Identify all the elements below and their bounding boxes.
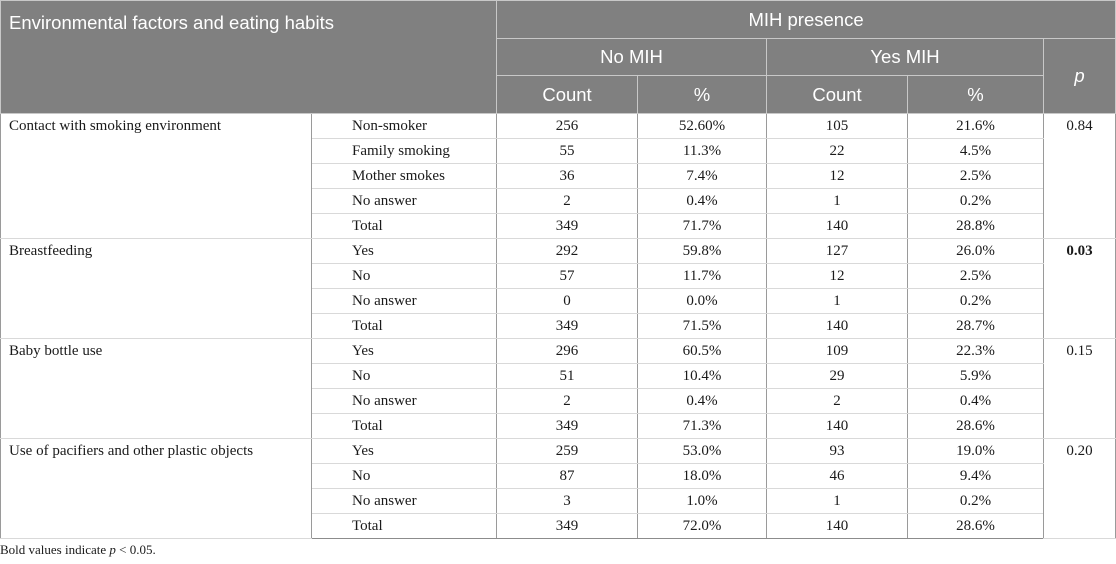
table-row	[1, 339, 1116, 364]
yes-mih-percent-cell: 0.4%	[908, 389, 1044, 414]
yes-mih-count-cell: 140	[767, 414, 908, 439]
yes-mih-percent-cell: 0.2%	[908, 189, 1044, 214]
yes-mih-percent-cell: 21.6%	[908, 114, 1044, 139]
no-mih-percent-cell: 71.7%	[638, 214, 767, 239]
yes-mih-percent-cell: 28.6%	[908, 514, 1044, 539]
no-mih-percent-cell: 18.0%	[638, 464, 767, 489]
no-mih-count-cell: 256	[497, 114, 638, 139]
level-cell: No	[312, 364, 497, 389]
yes-mih-count-cell: 1	[767, 189, 908, 214]
no-mih-count-cell: 2	[497, 189, 638, 214]
level-cell: Yes	[312, 339, 497, 364]
yes-mih-percent-cell: 2.5%	[908, 164, 1044, 189]
no-mih-percent-cell: 11.7%	[638, 264, 767, 289]
yes-mih-count-cell: 46	[767, 464, 908, 489]
yes-mih-count-cell: 12	[767, 164, 908, 189]
table-header	[1, 1, 1116, 114]
factor-column-header: Environmental factors and eating habits	[1, 1, 497, 114]
table-row	[1, 239, 1116, 264]
level-cell: No answer	[312, 189, 497, 214]
no-mih-percent-cell: 59.8%	[638, 239, 767, 264]
no-mih-count-cell: 3	[497, 489, 638, 514]
no-mih-percent-cell: 71.5%	[638, 314, 767, 339]
level-cell: Non-smoker	[312, 114, 497, 139]
p-value-cell: 0.03	[1044, 239, 1116, 339]
level-cell: Total	[312, 414, 497, 439]
yes-mih-percent-cell: 2.5%	[908, 264, 1044, 289]
table-row	[1, 439, 1116, 464]
no-mih-percent-cell: 53.0%	[638, 439, 767, 464]
factor-cell: Contact with smoking environment	[1, 114, 312, 239]
no-mih-count-cell: 87	[497, 464, 638, 489]
no-mih-percent-cell: 0.4%	[638, 389, 767, 414]
yes-mih-count-cell: 1	[767, 489, 908, 514]
p-value-cell: 0.84	[1044, 114, 1116, 239]
yes-mih-percent-cell: 0.2%	[908, 289, 1044, 314]
no-mih-percent-cell: 71.3%	[638, 414, 767, 439]
no-mih-count-cell: 36	[497, 164, 638, 189]
yes-mih-percent-header: %	[908, 76, 1044, 114]
yes-mih-percent-cell: 22.3%	[908, 339, 1044, 364]
yes-mih-count-cell: 140	[767, 314, 908, 339]
no-mih-count-header: Count	[497, 76, 638, 114]
p-value-cell: 0.15	[1044, 339, 1116, 439]
no-mih-percent-cell: 11.3%	[638, 139, 767, 164]
no-mih-count-cell: 51	[497, 364, 638, 389]
factor-cell: Use of pacifiers and other plastic objects	[1, 439, 312, 539]
yes-mih-count-cell: 140	[767, 514, 908, 539]
yes-mih-count-cell: 12	[767, 264, 908, 289]
no-mih-count-cell: 259	[497, 439, 638, 464]
yes-mih-header: Yes MIH	[767, 39, 1044, 76]
mih-presence-header: MIH presence	[497, 1, 1116, 39]
no-mih-percent-cell: 60.5%	[638, 339, 767, 364]
yes-mih-percent-cell: 4.5%	[908, 139, 1044, 164]
p-value-header: p	[1044, 39, 1116, 114]
no-mih-percent-cell: 10.4%	[638, 364, 767, 389]
table-row	[1, 114, 1116, 139]
yes-mih-percent-cell: 9.4%	[908, 464, 1044, 489]
footnote-p: p	[109, 542, 116, 557]
yes-mih-percent-cell: 28.7%	[908, 314, 1044, 339]
yes-mih-count-cell: 1	[767, 289, 908, 314]
table-body	[1, 114, 1116, 539]
level-cell: Total	[312, 514, 497, 539]
yes-mih-percent-cell: 26.0%	[908, 239, 1044, 264]
yes-mih-count-cell: 2	[767, 389, 908, 414]
no-mih-count-cell: 55	[497, 139, 638, 164]
factor-cell: Baby bottle use	[1, 339, 312, 439]
yes-mih-percent-cell: 0.2%	[908, 489, 1044, 514]
yes-mih-percent-cell: 28.8%	[908, 214, 1044, 239]
level-cell: Yes	[312, 439, 497, 464]
yes-mih-percent-cell: 5.9%	[908, 364, 1044, 389]
footnote-prefix: Bold values indicate	[0, 542, 110, 557]
no-mih-percent-cell: 1.0%	[638, 489, 767, 514]
yes-mih-count-cell: 22	[767, 139, 908, 164]
no-mih-count-cell: 349	[497, 414, 638, 439]
yes-mih-count-cell: 93	[767, 439, 908, 464]
yes-mih-percent-cell: 28.6%	[908, 414, 1044, 439]
level-cell: Mother smokes	[312, 164, 497, 189]
no-mih-count-cell: 57	[497, 264, 638, 289]
yes-mih-count-cell: 140	[767, 214, 908, 239]
yes-mih-count-cell: 105	[767, 114, 908, 139]
no-mih-header: No MIH	[497, 39, 767, 76]
level-cell: Family smoking	[312, 139, 497, 164]
no-mih-count-cell: 2	[497, 389, 638, 414]
no-mih-percent-header: %	[638, 76, 767, 114]
no-mih-count-cell: 349	[497, 314, 638, 339]
no-mih-percent-cell: 0.0%	[638, 289, 767, 314]
no-mih-count-cell: 0	[497, 289, 638, 314]
p-value-cell: 0.20	[1044, 439, 1116, 539]
yes-mih-count-cell: 29	[767, 364, 908, 389]
no-mih-count-cell: 296	[497, 339, 638, 364]
level-cell: No answer	[312, 489, 497, 514]
level-cell: Yes	[312, 239, 497, 264]
level-cell: Total	[312, 214, 497, 239]
table-footnote	[0, 542, 156, 558]
level-cell: No answer	[312, 289, 497, 314]
level-cell: Total	[312, 314, 497, 339]
no-mih-percent-cell: 0.4%	[638, 189, 767, 214]
yes-mih-count-cell: 109	[767, 339, 908, 364]
level-cell: No answer	[312, 389, 497, 414]
no-mih-percent-cell: 7.4%	[638, 164, 767, 189]
factor-cell: Breastfeeding	[1, 239, 312, 339]
level-cell: No	[312, 264, 497, 289]
no-mih-percent-cell: 72.0%	[638, 514, 767, 539]
no-mih-count-cell: 349	[497, 514, 638, 539]
no-mih-percent-cell: 52.60%	[638, 114, 767, 139]
level-cell: No	[312, 464, 497, 489]
yes-mih-count-header: Count	[767, 76, 908, 114]
yes-mih-count-cell: 127	[767, 239, 908, 264]
no-mih-count-cell: 349	[497, 214, 638, 239]
footnote-suffix: < 0.05.	[115, 542, 156, 557]
no-mih-count-cell: 292	[497, 239, 638, 264]
yes-mih-percent-cell: 19.0%	[908, 439, 1044, 464]
